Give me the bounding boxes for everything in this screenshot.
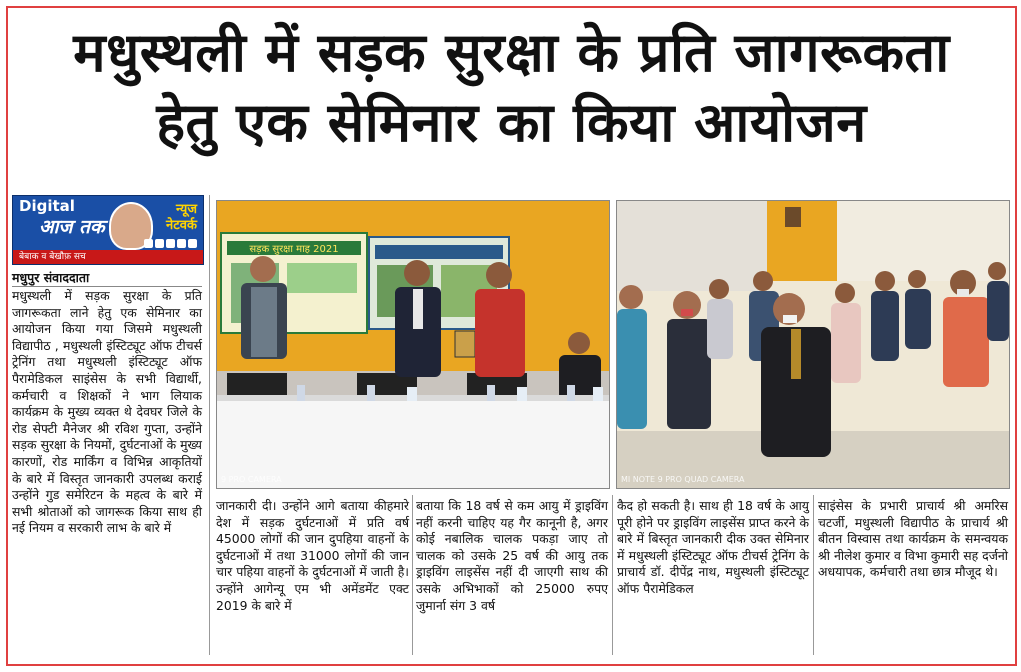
article-column-4: कैद हो सकती है। साथ ही 18 वर्ष के आयु पूरी होने पर ड्राइविंग लाइसेंस प्राप्त करने के बारे में बिस्तृत जानकारी दीक उक्त सेमिनार में मधुस्थली इंस्टिट्यूट ऑफ टीचर्स ट्रेनिंग के प्राचार्य डॉ. दीपेंद्र नाथ, मधुस्थली इंस्टिट्यूट ऑफ पैरामेडिकल	[617, 498, 809, 596]
logo-brand: Digital	[19, 197, 75, 215]
logo-tagline: बेबाक व बेखौफ़ सच	[13, 250, 204, 264]
logo-network: न्यूज नेटवर्क	[166, 202, 197, 233]
byline: मधुपुर संवाददाता	[12, 270, 202, 287]
twitter-icon	[166, 239, 175, 248]
column-divider-1	[209, 195, 210, 655]
photo-felicitation-scene	[217, 201, 609, 488]
column-divider-4	[813, 495, 814, 655]
headline-line-2: हेतु एक सेमिनार का किया आयोजन	[156, 91, 867, 154]
article-column-2: जानकारी दी। उन्होंने आगे बताया कीहमारे देश में सड़क दुर्घटनाओं में प्रति वर्ष 45000 लोगों की जान दुपहिया वाहनों के दुर्घटनाओं में तथा 31000 लोगों की जान चार पहिया वाहनों के दुर्घटनाओं में जाती है। उन्होंने आगेन्यू एम भी अमेंडमेंट एक्ट 2019 के बारे में	[216, 498, 409, 613]
article-column-5: साइंसेस के प्रभारी प्राचार्य श्री अमरिस चटर्जी, मधुस्थली विद्यापीठ के प्राचार्य श्री बीतन विस्वास तथा कार्यक्रम के समन्वयक श्री नीलेश कुमार व विभा कुमारी सह दर्जनो अधयापक, कर्मचारी तथा छात्र मौजूद थे।	[818, 498, 1008, 580]
article-column-1: मधुस्थली में सड़क सुरक्षा के प्रति जागरूकता लाने हेतु एक सेमिनार का आयोजन किया गया जिसमे मधुस्थली विद्यापीठ , मधुस्थली इंस्टिट्यूट ऑफ टीचर्स ट्रेनिंग तथा मधुस्थली इंस्टिट्यूट ऑफ पैरामेडिकल साइंसेस के सभी विद्यार्थी, कर्मचारी व शिक्षकों ने भाग लियाक कार्यक्रम के मुख्य व्यक्त थे देवघर जिले के रोड सेफ्टी मैनेजर श्री रविश गुप्ता, उन्होंने सड़क सुरक्षा के नियमों, दुर्घटनाओं के मुख्य कारणों, रोड मार्किंग व विभिन्न आकृतियों के बारे में विस्तृत जानकारी उपलब्ध कराई उन्होंने गुड समेरिटन के महत्व के बारे में सभी श्रोताओं को जागरूक किया साथ ही नई नियम व सरकारी लाभ के बारे में	[12, 288, 202, 536]
camera-watermark-1: 9 PRO CAMERA	[221, 475, 282, 484]
social-icons	[144, 239, 197, 248]
photo-felicitation	[216, 200, 610, 489]
photo-audience-scene	[617, 201, 1009, 488]
whatsapp-icon	[177, 239, 186, 248]
camera-watermark-2: MI NOTE 9 PRO QUAD CAMERA	[621, 475, 745, 484]
facebook-icon	[155, 239, 164, 248]
column-divider-3	[612, 495, 613, 655]
headline-line-1: मधुस्थली में सड़क सुरक्षा के प्रति जागरूकता	[73, 21, 950, 84]
photo-audience	[616, 200, 1010, 489]
news-logo	[12, 195, 204, 265]
article-column-3: बताया कि 18 वर्ष से कम आयु में ड्राइविंग नहीं करनी चाहिए यह गैर कानूनी है, अगर कोई नबालिक चालक पकड़ा जाए तो चालक को उसके 25 वर्ष की आयु तक ड्राइविंग लाइसेंस नहीं दी जाएगी साथ की उसके अभिभाकों को 25000 रुपए जुमार्ना संग 3 वर्ष	[416, 498, 608, 613]
youtube-icon	[144, 239, 153, 248]
headline	[10, 18, 1013, 158]
column-divider-2	[412, 495, 413, 655]
banner-title: सड़क सुरक्षा माह 2021	[249, 244, 339, 255]
logo-brand-hindi: आज तक	[39, 216, 105, 238]
instagram-icon	[188, 239, 197, 248]
